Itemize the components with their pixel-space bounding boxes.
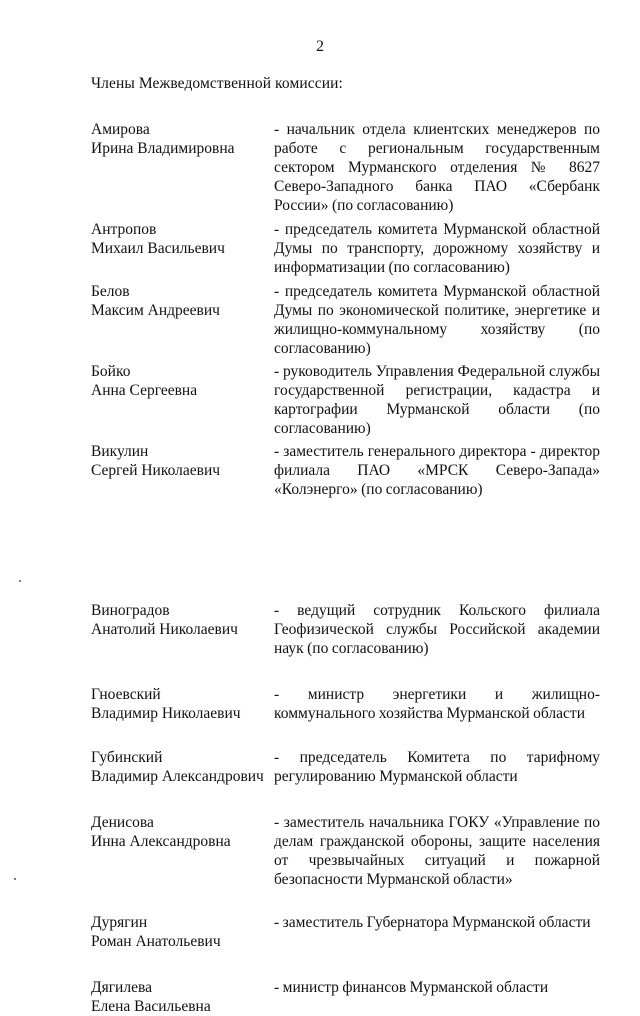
member-given-names: Максим Андреевич bbox=[91, 302, 220, 319]
member-given-names: Михаил Васильевич bbox=[91, 240, 225, 257]
member-surname: Денисова bbox=[91, 814, 154, 831]
member-entry-dyagileva bbox=[91, 978, 601, 1015]
member-role: - заместитель начальника ГОКУ «Управление по делам гражданской обороны, защите населения от чрезвычайных ситуаций и пожарной безопасности Мурманской области» bbox=[274, 814, 600, 888]
member-entry-gubinsky bbox=[91, 748, 601, 785]
member-given-names: Инна Александровна bbox=[91, 833, 231, 850]
member-given-names: Владимир Александрович bbox=[91, 768, 264, 785]
scan-speck bbox=[19, 580, 21, 582]
document-heading: Члены Межведомственной комиссии: bbox=[91, 75, 343, 92]
member-name bbox=[91, 442, 276, 480]
member-entry-belov bbox=[91, 282, 601, 357]
member-given-names: Сергей Николаевич bbox=[91, 462, 221, 479]
member-name bbox=[91, 748, 276, 786]
member-given-names: Елена Васильевна bbox=[91, 998, 211, 1015]
member-given-names: Анна Сергеевна bbox=[91, 382, 198, 399]
member-role: - министр финансов Мурманской области bbox=[274, 979, 549, 996]
member-entry-antropov bbox=[91, 220, 601, 276]
member-entry-denisova bbox=[91, 813, 601, 888]
members-list bbox=[91, 120, 601, 1015]
member-given-names: Анатолий Николаевич bbox=[91, 621, 238, 638]
member-name bbox=[91, 601, 276, 639]
member-role: - председатель комитета Мурманской областной Думы по экономической политике, энергетике и жилищно-коммунальному хозяйству (по согласованию) bbox=[274, 283, 600, 357]
member-surname: Антропов bbox=[91, 221, 157, 238]
member-surname: Дурягин bbox=[91, 914, 148, 931]
member-role: - начальник отдела клиентских менеджеров по работе с региональным государственным сектором Мурманского отделения № 8627 Северо-Западного банка ПАО «Сбербанк России» (по согласованию) bbox=[274, 121, 600, 214]
member-name bbox=[91, 220, 276, 258]
page-number: 2 bbox=[316, 38, 324, 55]
member-role: - председатель комитета Мурманской областной Думы по транспорту, дорожному хозяйству и информатизации (по согласованию) bbox=[274, 221, 600, 276]
member-given-names: Роман Анатольевич bbox=[91, 933, 221, 950]
member-role: - председатель Комитета по тарифному регулированию Мурманской области bbox=[274, 749, 600, 785]
member-entry-vinogradov bbox=[91, 601, 601, 657]
member-surname: Виноградов bbox=[91, 602, 170, 619]
member-role: - руководитель Управления Федеральной службы государственной регистрации, кадастра и картографии Мурманской области (по согласованию) bbox=[274, 363, 600, 437]
member-name bbox=[91, 282, 276, 320]
member-entry-amirova bbox=[91, 120, 601, 214]
member-role: - ведущий сотрудник Кольского филиала Геофизической службы Российской академии наук (по согласованию) bbox=[274, 602, 600, 657]
member-name bbox=[91, 120, 276, 158]
scan-speck bbox=[14, 878, 16, 880]
member-role: - министр энергетики и жилищно-коммунального хозяйства Мурманской области bbox=[274, 686, 600, 722]
member-role: - заместитель Губернатора Мурманской области bbox=[274, 914, 591, 931]
member-given-names: Владимир Николаевич bbox=[91, 705, 241, 722]
member-given-names: Ирина Владимировна bbox=[91, 140, 235, 157]
member-name bbox=[91, 685, 276, 723]
member-name bbox=[91, 362, 276, 400]
member-entry-vikulin bbox=[91, 442, 601, 498]
member-surname: Губинский bbox=[91, 749, 163, 766]
member-surname: Бойко bbox=[91, 363, 131, 380]
member-entry-gnoevsky bbox=[91, 685, 601, 722]
member-surname: Белов bbox=[91, 283, 130, 300]
member-entry-duryagin bbox=[91, 913, 601, 950]
member-name bbox=[91, 813, 276, 851]
member-surname: Амирова bbox=[91, 121, 150, 138]
member-name bbox=[91, 913, 276, 951]
member-entry-boyko bbox=[91, 362, 601, 437]
member-role: - заместитель генерального директора - директор филиала ПАО «МРСК Северо-Запада» «Колэнерго» (по согласованию) bbox=[274, 443, 600, 498]
member-surname: Викулин bbox=[91, 443, 149, 460]
member-name bbox=[91, 978, 276, 1016]
member-surname: Гноевский bbox=[91, 686, 161, 703]
member-surname: Дягилева bbox=[91, 979, 152, 996]
